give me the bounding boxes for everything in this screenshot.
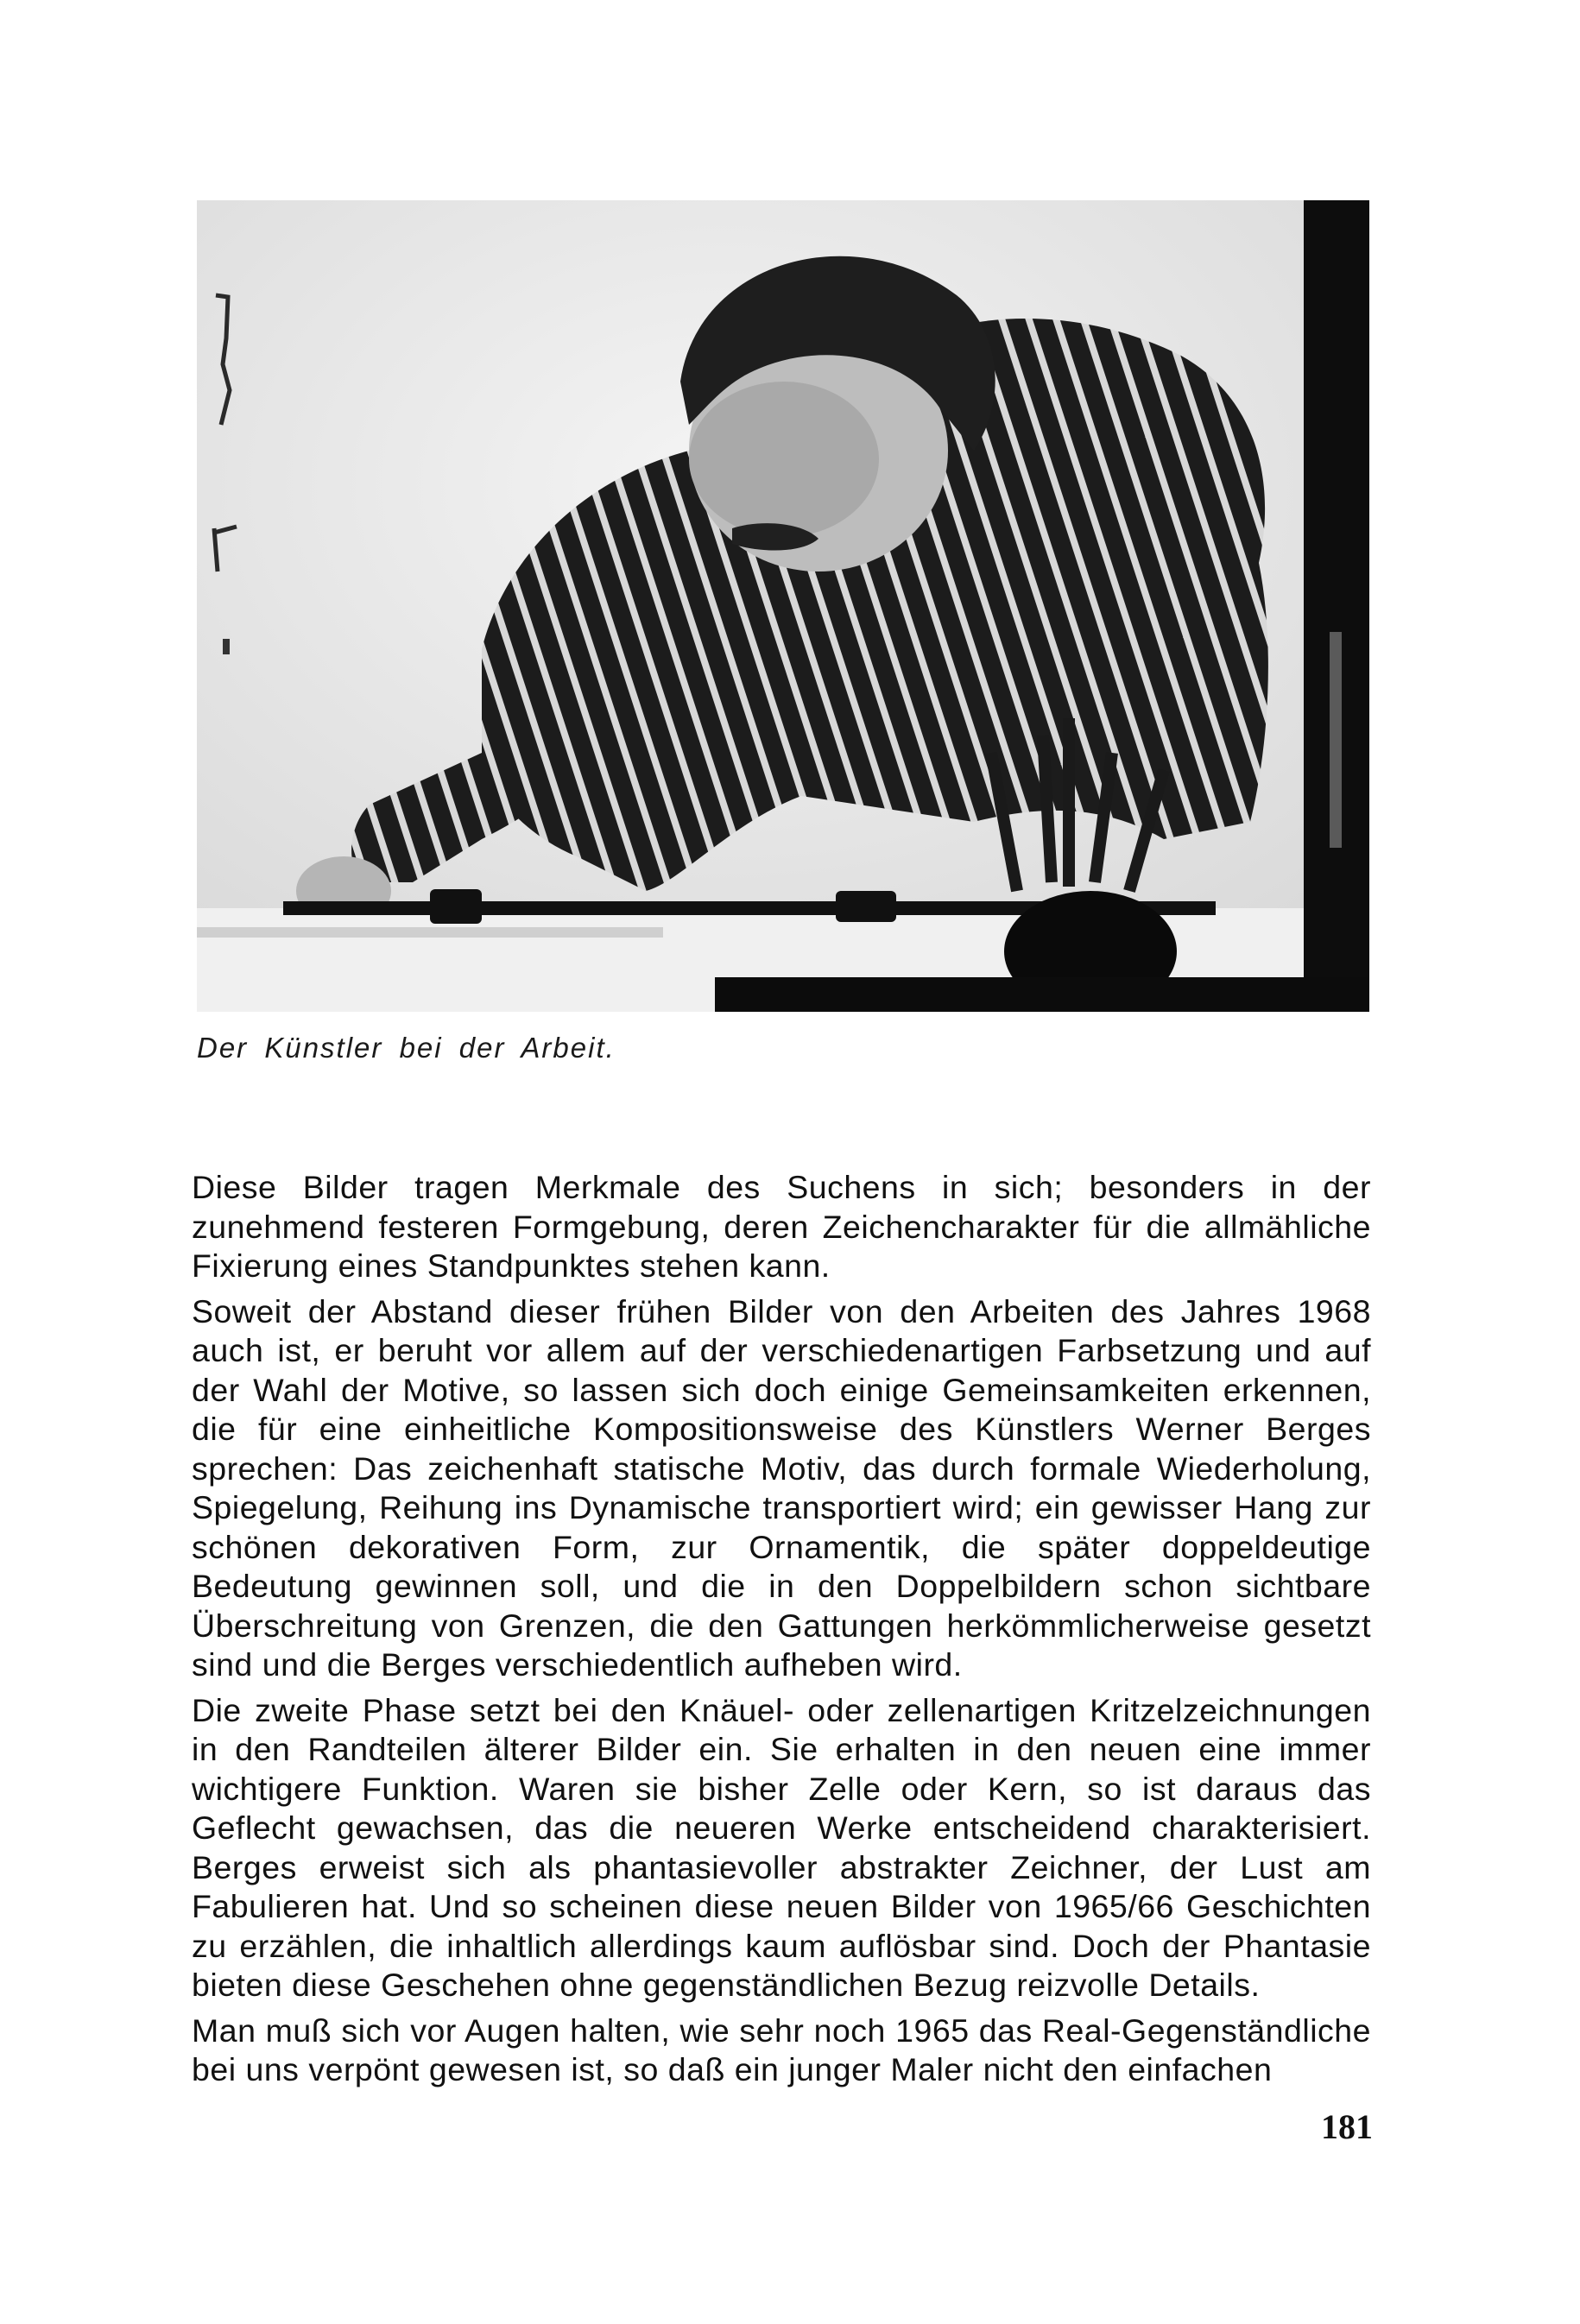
paragraph: Die zweite Phase setzt bei den Knäuel- oder zellenartigen Kritzelzeichnungen in den Randteilen älterer Bilder ein. Sie erhalten in den neuen eine immer wichtigere Funktion. Waren sie bisher Zelle oder Kern, so ist daraus das Geflecht gewachsen, das die neueren Werke entscheidend charakterisiert. Berges erweist sich als phantasievoller abstrakter Zeichner, der Lust am Fabulieren hat. Und so scheinen diese neuen Bilder von 1965/66 Geschichten zu erzählen, die inhaltlich allerdings kaum auflösbar sind. Doch der Phantasie bieten diese Geschehen ohne gegenständlichen Bezug reizvolle Details. — [192, 1691, 1371, 2003]
paragraph: Soweit der Abstand dieser frühen Bilder von den Arbeiten des Jahres 1968 auch ist, er beruht vor allem auf der verschiedenartigen Farbsetzung und auf der Wahl der Motive, so lassen sich doch einige Gemeinsamkeiten erkennen, die für eine einheitliche Kompositionsweise des Künstlers Werner Berges sprechen: Das zeichenhaft statische Motiv, das durch formale Wiederholung, Spiegelung, Reihung ins Dynamische transportiert wird; ein gewisser Hang zur schönen dekorativen Form, zur Ornamentik, die später doppeldeutige Bedeutung gewinnen soll, und die in den Doppelbildern schon sichtbare Überschreitung von Grenzen, die den Gattungen herkömmlicherweise gesetzt sind und die Berges verschiedentlich aufheben wird. — [192, 1292, 1371, 1683]
paragraph: Diese Bilder tragen Merkmale des Suchens in sich; besonders in der zunehmend festeren Formgebung, deren Zeichencharakter für die allmähliche Fixierung eines Standpunktes stehen kann. — [192, 1169, 1371, 1284]
paragraph: Man muß sich vor Augen halten, wie sehr noch 1965 das Real-Gegenständliche bei uns verpönt gewesen ist, so daß ein junger Maler nicht den einfachen — [192, 2011, 1371, 2087]
page-number: 181 — [1321, 2107, 1373, 2146]
body-text — [192, 1168, 1371, 2096]
artist-photo — [197, 200, 1369, 1012]
photo-caption: Der Künstler bei der Arbeit. — [197, 1032, 616, 1064]
